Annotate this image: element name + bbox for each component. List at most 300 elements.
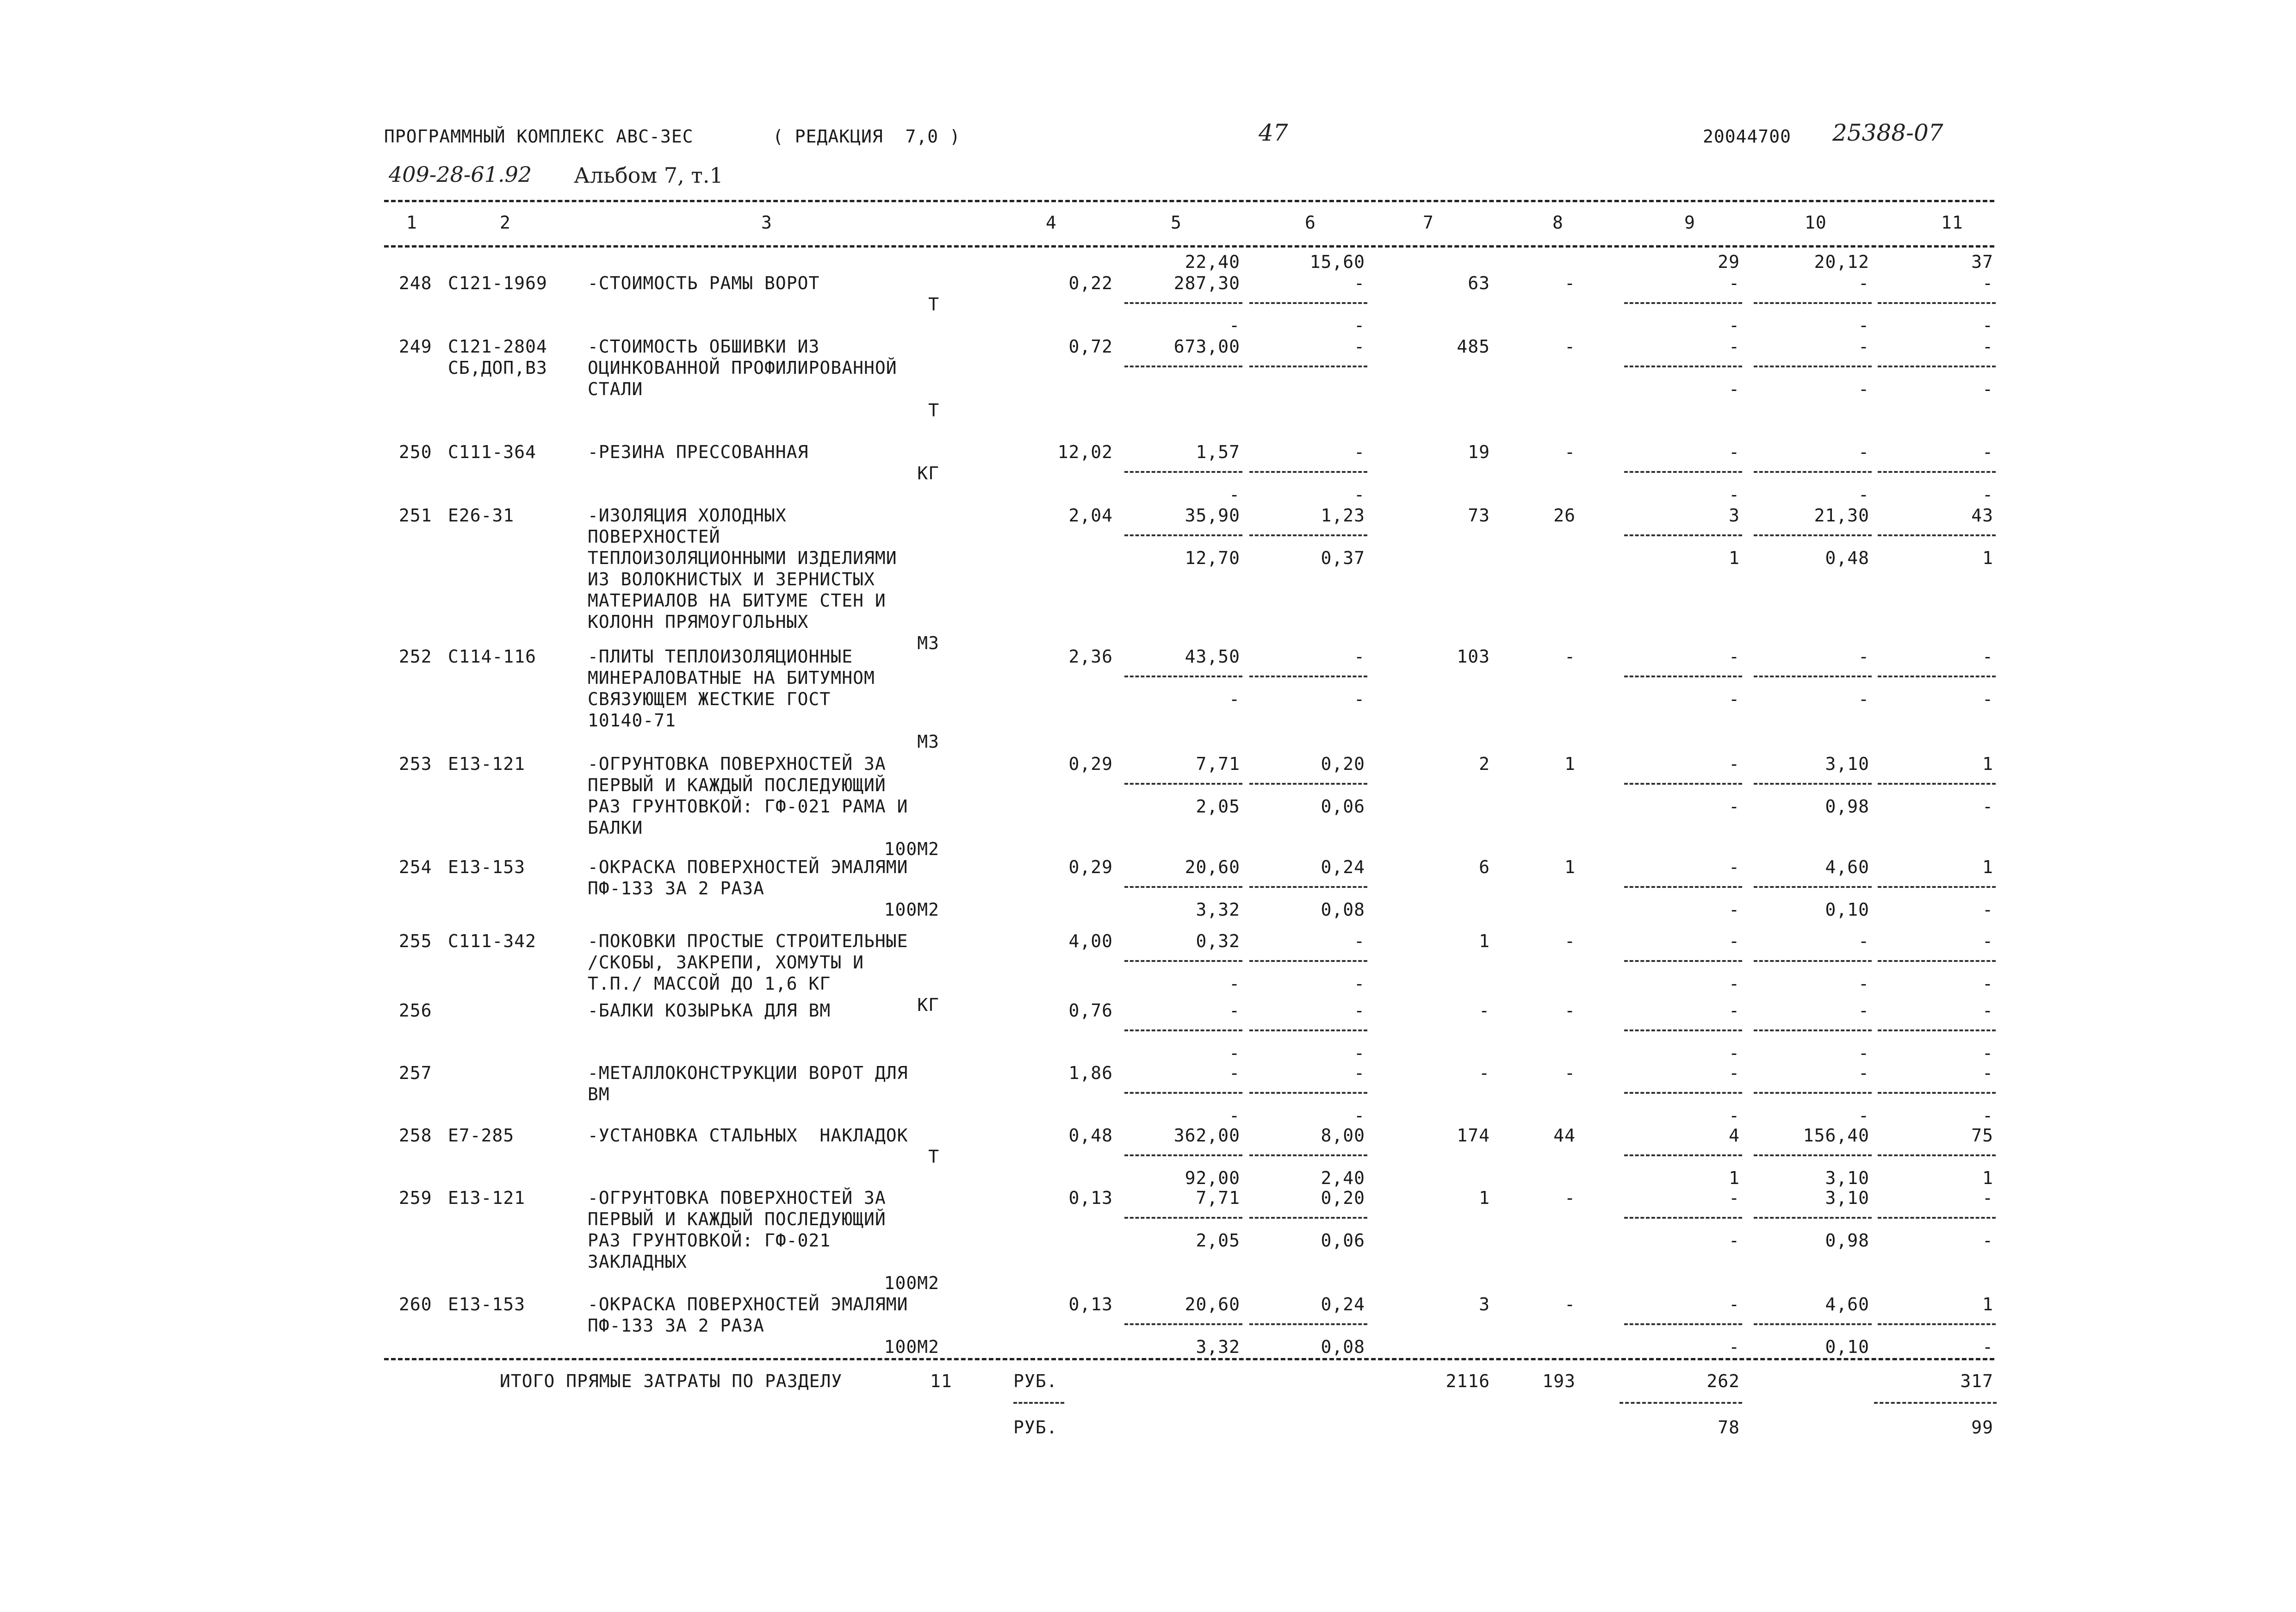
cell-c4: 0,13 — [1068, 1188, 1113, 1208]
unit-label: КГ — [917, 995, 939, 1015]
cell-c11: 1 — [1982, 857, 1993, 877]
item-description: 10140-71 — [588, 710, 676, 731]
column-header-5: 5 — [1171, 212, 1182, 233]
cell-c9: - — [1729, 1000, 1740, 1021]
cell-c7: 1 — [1479, 931, 1490, 951]
row-number: 255 — [399, 931, 432, 951]
edition-label: ( РЕДАКЦИЯ 7,0 ) — [773, 126, 961, 147]
cell-c4: 0,29 — [1068, 857, 1113, 877]
cell-c9: - — [1729, 1105, 1740, 1126]
total-label: ИТОГО ПРЯМЫЕ ЗАТРАТЫ ПО РАЗДЕЛУ — [500, 1371, 843, 1391]
column-header-7: 7 — [1423, 212, 1434, 233]
cell-c4: 0,72 — [1068, 336, 1113, 357]
cell-c6: 0,08 — [1321, 899, 1365, 920]
cell-c7: 2 — [1479, 754, 1490, 774]
cell-c10: - — [1858, 646, 1869, 667]
cell-c6: 8,00 — [1321, 1125, 1365, 1146]
unit-label: 100М2 — [884, 1337, 939, 1357]
cell-c4: 0,13 — [1068, 1294, 1113, 1314]
cell-c5: - — [1229, 1063, 1240, 1083]
row-number: 254 — [399, 857, 432, 877]
cell-separator — [1754, 471, 1872, 473]
cell-separator — [1124, 1217, 1242, 1219]
cell-c10: - — [1858, 1043, 1869, 1063]
cell-c9: - — [1729, 1188, 1740, 1208]
cell-separator — [1754, 1092, 1872, 1094]
cell-separator — [1624, 676, 1742, 677]
cell-c6: - — [1354, 689, 1365, 709]
item-code: С114-116 — [448, 646, 537, 667]
item-code: Е13-153 — [448, 1294, 526, 1314]
cell-c5: 673,00 — [1173, 336, 1240, 357]
row-number: 251 — [399, 505, 432, 526]
cell-c11: 37 — [1971, 252, 1993, 272]
cell-separator — [1124, 1323, 1242, 1325]
cell-c11: - — [1982, 273, 1993, 293]
cell-c10: - — [1858, 442, 1869, 462]
cell-c6: 0,20 — [1321, 754, 1365, 774]
cell-c8: 1 — [1564, 857, 1576, 877]
unit-label: 100М2 — [884, 1273, 939, 1293]
item-code: С111-364 — [448, 442, 537, 462]
cell-c9: 1 — [1729, 1168, 1740, 1188]
cell-c10: - — [1858, 1063, 1869, 1083]
cell-c8: - — [1564, 336, 1576, 357]
cell-c6: - — [1354, 315, 1365, 335]
cell-separator — [1249, 676, 1367, 677]
cell-c11: 1 — [1982, 548, 1993, 568]
cell-c5: 7,71 — [1196, 1188, 1240, 1208]
cell-c11: - — [1982, 1230, 1993, 1251]
cell-separator — [1754, 534, 1872, 536]
item-description: РАЗ ГРУНТОВКОЙ: ГФ-021 — [588, 1230, 831, 1251]
item-description: -ОКРАСКА ПОВЕРХНОСТЕЙ ЭМАЛЯМИ — [588, 857, 908, 877]
item-description: ОЦИНКОВАННОЙ ПРОФИЛИРОВАННОЙ — [588, 358, 897, 378]
item-code: СБ,ДОП,В3 — [448, 358, 547, 378]
item-description: -ИЗОЛЯЦИЯ ХОЛОДНЫХ — [588, 505, 787, 526]
cell-c6: 0,06 — [1321, 1230, 1365, 1251]
cell-c5: 12,70 — [1185, 548, 1240, 568]
cell-separator — [1124, 783, 1242, 785]
unit-label: 100М2 — [884, 899, 939, 920]
cell-c11: - — [1982, 336, 1993, 357]
cell-c9: 1 — [1729, 548, 1740, 568]
unit-label: М3 — [917, 732, 939, 752]
item-code: Е13-121 — [448, 1188, 526, 1208]
row-number: 257 — [399, 1063, 432, 1083]
cell-c6: - — [1354, 646, 1365, 667]
cell-c4: 0,48 — [1068, 1125, 1113, 1146]
item-description: -РЕЗИНА ПРЕССОВАННАЯ — [588, 442, 809, 462]
cell-c7: - — [1479, 1063, 1490, 1083]
cell-c5: 2,05 — [1196, 1230, 1240, 1251]
cell-c11: - — [1982, 899, 1993, 920]
cell-c10: - — [1858, 484, 1869, 505]
cell-c7: 485 — [1457, 336, 1490, 357]
cell-c5: 7,71 — [1196, 754, 1240, 774]
item-code: Е13-153 — [448, 857, 526, 877]
cell-c9: - — [1729, 1043, 1740, 1063]
row-number: 259 — [399, 1188, 432, 1208]
cell-separator — [1124, 534, 1242, 536]
column-header-3: 3 — [761, 212, 772, 233]
item-code: С111-342 — [448, 931, 537, 951]
cell-c5: - — [1229, 973, 1240, 994]
total-col8: 193 — [1542, 1371, 1576, 1391]
cell-separator — [1878, 1323, 1996, 1325]
item-description: ПФ-133 ЗА 2 РАЗА — [588, 878, 765, 899]
cell-c11: - — [1982, 646, 1993, 667]
cell-separator — [1249, 886, 1367, 888]
cell-c10: - — [1858, 379, 1869, 399]
cell-c11: - — [1982, 1063, 1993, 1083]
cell-separator — [1249, 1154, 1367, 1156]
cell-c6: - — [1354, 1043, 1365, 1063]
cell-c10: 20,12 — [1814, 252, 1869, 272]
cell-c9: - — [1729, 442, 1740, 462]
cell-c9: - — [1729, 646, 1740, 667]
total-section: 11 — [930, 1371, 952, 1391]
cell-c8: - — [1564, 1063, 1576, 1083]
cell-separator — [1249, 1092, 1367, 1094]
item-description: -ПОКОВКИ ПРОСТЫЕ СТРОИТЕЛЬНЫЕ — [588, 931, 908, 951]
cell-c6: 0,24 — [1321, 1294, 1365, 1314]
cell-c8: - — [1564, 273, 1576, 293]
item-description: -ПЛИТЫ ТЕПЛОИЗОЛЯЦИОННЫЕ — [588, 646, 853, 667]
cell-c10: - — [1858, 273, 1869, 293]
cell-c11: - — [1982, 1337, 1993, 1357]
cell-separator — [1878, 534, 1996, 536]
item-description: ТЕПЛОИЗОЛЯЦИОННЫМИ ИЗДЕЛИЯМИ — [588, 548, 897, 568]
cell-c9: - — [1729, 796, 1740, 817]
column-header-1: 1 — [406, 212, 417, 233]
cell-separator — [1754, 960, 1872, 962]
cell-c6: - — [1354, 336, 1365, 357]
item-code: С121-1969 — [448, 273, 547, 293]
row-number: 260 — [399, 1294, 432, 1314]
cell-c7: 19 — [1468, 442, 1490, 462]
cell-c10: - — [1858, 336, 1869, 357]
unit-label: М3 — [917, 633, 939, 653]
item-description: ИЗ ВОЛОКНИСТЫХ И ЗЕРНИСТЫХ — [588, 569, 875, 589]
total-separator — [1013, 1402, 1064, 1404]
column-header-11: 11 — [1941, 212, 1963, 233]
cell-c5: 20,60 — [1185, 1294, 1240, 1314]
total-col11-bottom: 99 — [1971, 1417, 1993, 1438]
item-code: Е13-121 — [448, 754, 526, 774]
cell-c11: - — [1982, 484, 1993, 505]
handwritten-reference: 409-28-61.92 — [389, 162, 532, 187]
cell-separator — [1249, 534, 1367, 536]
cell-c8: - — [1564, 1000, 1576, 1021]
cell-separator — [1624, 1029, 1742, 1031]
cell-c6: - — [1354, 973, 1365, 994]
cell-separator — [1124, 366, 1242, 367]
cell-c11: - — [1982, 379, 1993, 399]
total-separator — [1874, 1402, 1997, 1404]
cell-separator — [1624, 1217, 1742, 1219]
cell-c9: - — [1729, 315, 1740, 335]
cell-c11: - — [1982, 1105, 1993, 1126]
cell-separator — [1754, 783, 1872, 785]
cell-c9: - — [1729, 689, 1740, 709]
cell-c9: - — [1729, 973, 1740, 994]
cell-c10: 0,10 — [1825, 899, 1869, 920]
cell-c7: 103 — [1457, 646, 1490, 667]
item-code: Е26-31 — [448, 505, 515, 526]
cell-separator — [1878, 1217, 1996, 1219]
item-description: ЗАКЛАДНЫХ — [588, 1252, 687, 1272]
cell-separator — [1754, 1217, 1872, 1219]
column-header-9: 9 — [1684, 212, 1695, 233]
cell-c7: 63 — [1468, 273, 1490, 293]
cell-c11: - — [1982, 1000, 1993, 1021]
total-col9: 262 — [1706, 1371, 1740, 1391]
cell-separator — [1754, 886, 1872, 888]
cell-separator — [1878, 1154, 1996, 1156]
cell-c9: - — [1729, 379, 1740, 399]
cell-c4: 4,00 — [1068, 931, 1113, 951]
cell-c8: - — [1564, 442, 1576, 462]
cell-c8: - — [1564, 1294, 1576, 1314]
cell-c10: - — [1858, 931, 1869, 951]
cell-c10: - — [1858, 689, 1869, 709]
cell-c6: 0,20 — [1321, 1188, 1365, 1208]
item-description: МИНЕРАЛОВАТНЫЕ НА БИТУМНОМ — [588, 668, 875, 688]
cell-c5: 3,32 — [1196, 1337, 1240, 1357]
cell-c5: - — [1229, 1043, 1240, 1063]
header-rule-bottom — [384, 245, 1994, 248]
item-description: ПЕРВЫЙ И КАЖДЫЙ ПОСЛЕДУЮЩИЙ — [588, 775, 886, 795]
cell-c4: 2,04 — [1068, 505, 1113, 526]
cell-c5: 43,50 — [1185, 646, 1240, 667]
column-header-10: 10 — [1805, 212, 1827, 233]
cell-c7: 73 — [1468, 505, 1490, 526]
cell-c10: 3,10 — [1825, 754, 1869, 774]
row-number: 249 — [399, 336, 432, 357]
cell-c6: 1,23 — [1321, 505, 1365, 526]
item-description: Т.П./ МАССОЙ ДО 1,6 КГ — [588, 973, 831, 994]
cell-c9: - — [1729, 1063, 1740, 1083]
cell-c10: 4,60 — [1825, 857, 1869, 877]
cell-c10: 156,40 — [1803, 1125, 1869, 1146]
cell-separator — [1624, 886, 1742, 888]
cell-c10: 0,98 — [1825, 1230, 1869, 1251]
cell-c9: - — [1729, 1294, 1740, 1314]
cell-separator — [1124, 1092, 1242, 1094]
cell-c6: - — [1354, 442, 1365, 462]
cell-c8: - — [1564, 931, 1576, 951]
cell-separator — [1124, 960, 1242, 962]
cell-c5: 1,57 — [1196, 442, 1240, 462]
cell-separator — [1249, 366, 1367, 367]
item-description: ВМ — [588, 1084, 610, 1104]
cell-c5: - — [1229, 689, 1240, 709]
total-rule — [384, 1358, 1994, 1360]
cell-separator — [1249, 1323, 1367, 1325]
cell-separator — [1754, 302, 1872, 304]
cell-c9: 4 — [1729, 1125, 1740, 1146]
cell-separator — [1624, 1154, 1742, 1156]
item-description: СВЯЗУЮЩЕМ ЖЕСТКИЕ ГОСТ — [588, 689, 831, 709]
cell-c6: - — [1354, 273, 1365, 293]
cell-separator — [1754, 366, 1872, 367]
cell-c10: 3,10 — [1825, 1188, 1869, 1208]
cell-c5: 0,32 — [1196, 931, 1240, 951]
item-description: КОЛОНН ПРЯМОУГОЛЬНЫХ — [588, 612, 809, 632]
cell-c6: 0,06 — [1321, 796, 1365, 817]
cell-c10: 21,30 — [1814, 505, 1869, 526]
unit-label: 100М2 — [884, 839, 939, 859]
cell-c5: - — [1229, 1105, 1240, 1126]
cell-c6: 15,60 — [1309, 252, 1365, 272]
cell-c4: 0,22 — [1068, 273, 1113, 293]
cell-c11: - — [1982, 796, 1993, 817]
cell-separator — [1249, 1029, 1367, 1031]
total-col9-bottom: 78 — [1718, 1417, 1740, 1438]
cell-c10: 3,10 — [1825, 1168, 1869, 1188]
cell-c6: 0,24 — [1321, 857, 1365, 877]
cell-c11: - — [1982, 1043, 1993, 1063]
cell-c9: - — [1729, 931, 1740, 951]
item-description: ПФ-133 ЗА 2 РАЗА — [588, 1315, 765, 1336]
column-header-2: 2 — [500, 212, 511, 233]
cell-c9: - — [1729, 1230, 1740, 1251]
cell-c6: - — [1354, 1000, 1365, 1021]
cell-c8: 44 — [1553, 1125, 1576, 1146]
item-description: -УСТАНОВКА СТАЛЬНЫХ НАКЛАДОК — [588, 1125, 908, 1146]
cell-separator — [1878, 886, 1996, 888]
cell-c6: 0,37 — [1321, 548, 1365, 568]
cell-c9: 3 — [1729, 505, 1740, 526]
cell-c9: - — [1729, 899, 1740, 920]
cell-c11: - — [1982, 1188, 1993, 1208]
cell-c9: - — [1729, 1337, 1740, 1357]
item-description: /СКОБЫ, ЗАКРЕПИ, ХОМУТЫ И — [588, 952, 864, 973]
cell-separator — [1624, 471, 1742, 473]
cell-c4: 1,86 — [1068, 1063, 1113, 1083]
column-header-6: 6 — [1305, 212, 1316, 233]
cell-c8: - — [1564, 1188, 1576, 1208]
document-code: 20044700 — [1703, 126, 1792, 147]
item-description: РАЗ ГРУНТОВКОЙ: ГФ-021 РАМА И — [588, 796, 908, 817]
cell-c11: - — [1982, 315, 1993, 335]
cell-c6: - — [1354, 1063, 1365, 1083]
cell-separator — [1878, 366, 1996, 367]
cell-separator — [1124, 676, 1242, 677]
cell-c5: 22,40 — [1185, 252, 1240, 272]
cell-c7: 1 — [1479, 1188, 1490, 1208]
item-description: -БАЛКИ КОЗЫРЬКА ДЛЯ ВМ — [588, 1000, 831, 1021]
cell-c11: - — [1982, 442, 1993, 462]
cell-separator — [1624, 1323, 1742, 1325]
cell-separator — [1624, 302, 1742, 304]
cell-separator — [1878, 471, 1996, 473]
cell-c10: - — [1858, 1000, 1869, 1021]
cell-c5: 20,60 — [1185, 857, 1240, 877]
cell-separator — [1124, 1154, 1242, 1156]
document-number: 25388-07 — [1832, 119, 1943, 146]
cell-separator — [1624, 1092, 1742, 1094]
cell-c11: - — [1982, 931, 1993, 951]
total-col7: 2116 — [1446, 1371, 1490, 1391]
cell-separator — [1249, 302, 1367, 304]
total-unit-rub: РУБ. — [1013, 1371, 1058, 1391]
cell-separator — [1124, 1029, 1242, 1031]
cell-c9: - — [1729, 857, 1740, 877]
cell-c11: - — [1982, 689, 1993, 709]
cell-c7: 6 — [1479, 857, 1490, 877]
cell-separator — [1249, 1217, 1367, 1219]
cell-c11: 1 — [1982, 1168, 1993, 1188]
row-number: 253 — [399, 754, 432, 774]
cell-c10: 0,98 — [1825, 796, 1869, 817]
cell-c4: 0,76 — [1068, 1000, 1113, 1021]
row-number: 252 — [399, 646, 432, 667]
unit-label: Т — [928, 294, 939, 315]
row-number: 256 — [399, 1000, 432, 1021]
row-number: 258 — [399, 1125, 432, 1146]
cell-c10: - — [1858, 315, 1869, 335]
cell-separator — [1624, 534, 1742, 536]
cell-c6: 0,08 — [1321, 1337, 1365, 1357]
column-header-4: 4 — [1046, 212, 1057, 233]
cell-c9: - — [1729, 754, 1740, 774]
cell-separator — [1124, 886, 1242, 888]
cell-c4: 12,02 — [1057, 442, 1113, 462]
cell-c8: 1 — [1564, 754, 1576, 774]
item-description: БАЛКИ — [588, 818, 643, 838]
item-code: С121-2804 — [448, 336, 547, 357]
cell-separator — [1878, 1092, 1996, 1094]
page-number: 47 — [1259, 119, 1288, 146]
cell-c10: - — [1858, 1105, 1869, 1126]
cell-separator — [1124, 302, 1242, 304]
cell-c8: - — [1564, 646, 1576, 667]
cell-c7: - — [1479, 1000, 1490, 1021]
cell-separator — [1754, 676, 1872, 677]
cell-separator — [1624, 783, 1742, 785]
cell-c11: 1 — [1982, 754, 1993, 774]
unit-label: Т — [928, 1147, 939, 1167]
item-description: -МЕТАЛЛОКОНСТРУКЦИИ ВОРОТ ДЛЯ — [588, 1063, 908, 1083]
cell-separator — [1754, 1323, 1872, 1325]
total-unit-rub-2: РУБ. — [1013, 1417, 1058, 1438]
cell-c9: 29 — [1718, 252, 1740, 272]
header-rule-top — [384, 200, 1994, 202]
cell-separator — [1249, 783, 1367, 785]
cell-c9: - — [1729, 273, 1740, 293]
cell-c5: - — [1229, 484, 1240, 505]
item-description: -СТОИМОСТЬ РАМЫ ВОРОТ — [588, 273, 820, 293]
cell-separator — [1249, 960, 1367, 962]
cell-c11: 75 — [1971, 1125, 1993, 1146]
cell-c5: 35,90 — [1185, 505, 1240, 526]
cell-c5: - — [1229, 1000, 1240, 1021]
cell-c5: 92,00 — [1185, 1168, 1240, 1188]
cell-c9: - — [1729, 336, 1740, 357]
cell-c9: - — [1729, 484, 1740, 505]
cell-c4: 0,29 — [1068, 754, 1113, 774]
item-description: ПЕРВЫЙ И КАЖДЫЙ ПОСЛЕДУЮЩИЙ — [588, 1209, 886, 1229]
cell-c6: 2,40 — [1321, 1168, 1365, 1188]
cell-c5: 2,05 — [1196, 796, 1240, 817]
column-header-8: 8 — [1552, 212, 1564, 233]
item-description: -ОГРУНТОВКА ПОВЕРХНОСТЕЙ ЗА — [588, 754, 886, 774]
cell-c7: 174 — [1457, 1125, 1490, 1146]
item-description: ПОВЕРХНОСТЕЙ — [588, 527, 720, 547]
item-description: -ОКРАСКА ПОВЕРХНОСТЕЙ ЭМАЛЯМИ — [588, 1294, 908, 1314]
